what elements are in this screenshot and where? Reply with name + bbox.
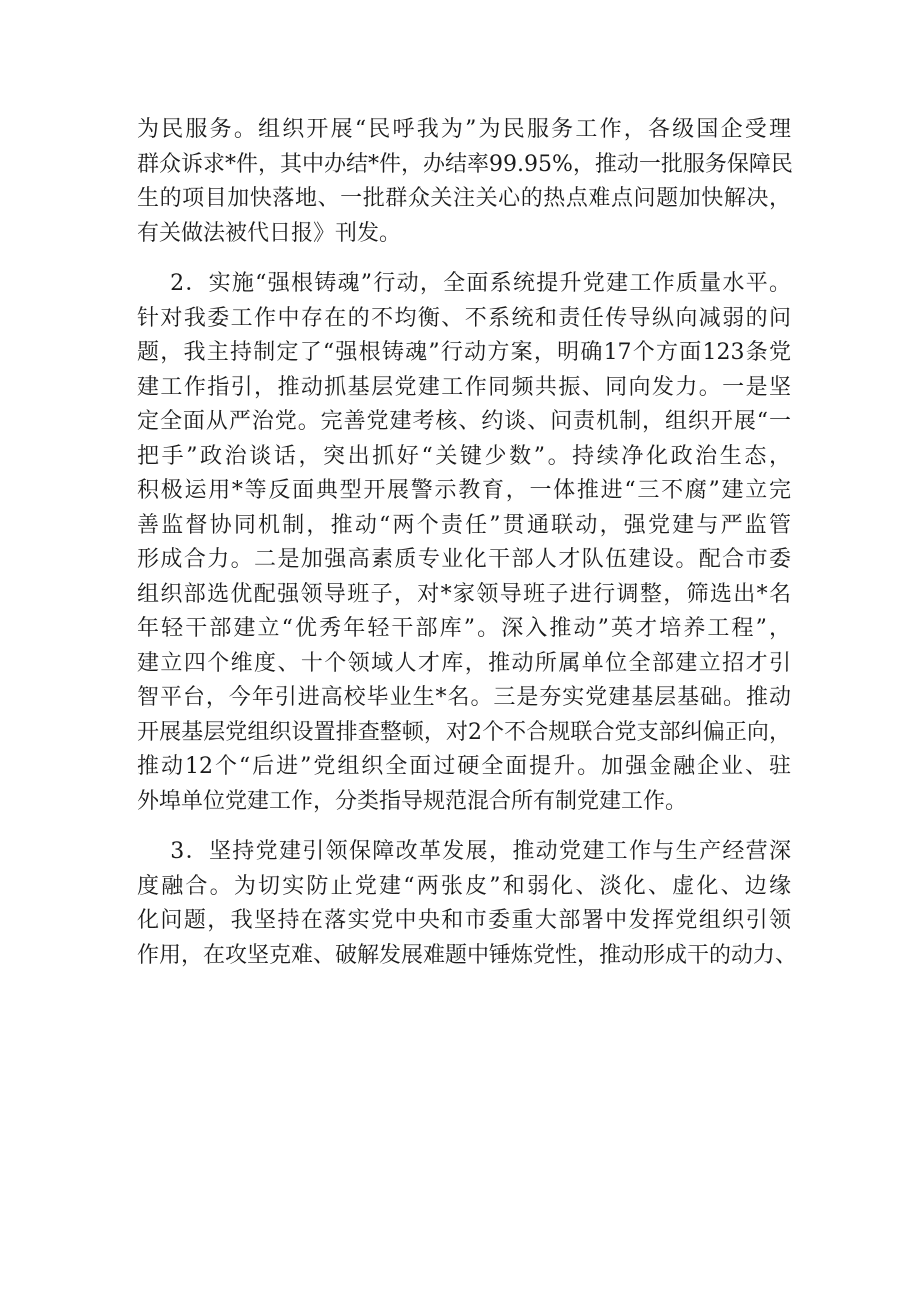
text-line: 外埠单位党建工作，分类指导规范混合所有制党建工作。 — [137, 788, 688, 814]
text-line: 开展基层党组织设置排查整顿，对2个不合规联合党支部纠偏正向， — [137, 719, 791, 745]
text-line: 群众诉求*件，其中办结*件，办结率99.95%，推动一批服务保障民 — [137, 151, 793, 177]
text-line: 度融合。为切实防止党建“两张皮”和弱化、淡化、虚化、边缘 — [137, 873, 791, 899]
paragraph-3 — [137, 835, 798, 973]
text-line: 形成合力。二是加强高素质专业化干部人才队伍建设。配合市委 — [137, 547, 791, 572]
text-line: 积极运用*等反面典型开展警示教育，一体推进“三不腐”建立完 — [137, 478, 791, 503]
text-line: 建立四个维度、十个领域人才库，推动所属单位全部建立招才引 — [137, 650, 791, 676]
text-line: 推动12个“后进”党组织全面过硬全面提升。加强金融企业、驻 — [137, 754, 791, 779]
document-body — [137, 113, 798, 973]
text-line: 题，我主持制定了“强根铸魂”行动方案，明确17个方面123条党 — [137, 340, 791, 365]
paragraph-2 — [137, 267, 791, 819]
text-line: 年轻干部建立“优秀年轻干部库”。深入推动”英才培养工程”， — [137, 616, 791, 641]
text-line: 建工作指引，推动抓基层党建工作同频共振、同向发力。一是坚 — [137, 374, 791, 400]
text-line: 化问题，我坚持在落实党中央和市委重大部署中发挥党组织引领 — [137, 908, 791, 933]
text-line: 智平台，今年引进高校毕业生*名。三是夯实党建基层基础。推动 — [137, 685, 791, 710]
text-line: 有关做法被代日报》刊发。 — [137, 220, 402, 246]
text-line: 定全面从严治党。完善党建考核、约谈、问责机制，组织开展“一 — [137, 409, 791, 434]
text-line: 善监督协同机制，推动“两个责任”贯通联动，强党建与严监管 — [137, 512, 791, 538]
text-line: 作用，在攻坚克难、破解发展难题中锤炼党性，推动形成干的动力、 — [137, 942, 798, 968]
text-line: 组织部选优配强领导班子，对*家领导班子进行调整，筛选出*名 — [137, 581, 791, 607]
paragraph-1 — [137, 113, 791, 251]
text-line: 3．坚持党建引领保障改革发展，推动党建工作与生产经营深 — [137, 839, 791, 864]
text-line: 2．实施“强根铸魂”行动，全面系统提升党建工作质量水平。 — [137, 271, 791, 296]
text-line: 针对我委工作中存在的不均衡、不系统和责任传导纵向减弱的问 — [137, 305, 791, 331]
text-line: 为民服务。组织开展“民呼我为”为民服务工作，各级国企受理 — [137, 117, 791, 142]
paragraph-spacer — [137, 251, 791, 267]
text-line: 把手”政治谈话，突出抓好“关键少数”。持续净化政治生态， — [137, 443, 791, 469]
paragraph-spacer — [137, 819, 791, 835]
text-line: 生的项目加快落地、一批群众关注关心的热点难点问题加快解决， — [137, 186, 791, 211]
